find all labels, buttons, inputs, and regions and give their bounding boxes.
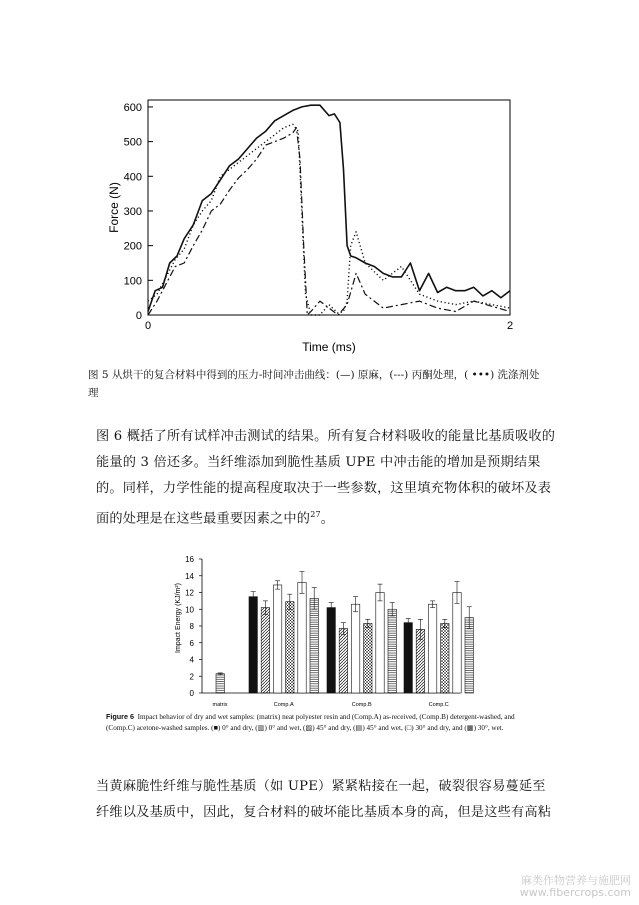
figure-6-caption xyxy=(106,712,536,733)
bar-matrix-s5 xyxy=(216,674,224,693)
x-tick-label: 2 xyxy=(506,320,514,332)
category-label: matrix xyxy=(212,702,228,708)
bar-compc-s3 xyxy=(441,623,449,693)
y-tick-label: 500 xyxy=(123,136,142,149)
category-label: Comp.B xyxy=(351,702,372,708)
y-tick-label: 600 xyxy=(123,101,142,114)
watermark-site-name: 麻类作物营养与施肥网 xyxy=(521,874,631,887)
bar-compc-s0 xyxy=(404,623,412,693)
y-tick-label: 100 xyxy=(123,275,142,288)
x-tick-label: 0 xyxy=(144,320,152,332)
figure-5-caption: 图 5 从烘干的复合材料中得到的压力-时间冲击曲线：(—) 原麻，(---) 丙酮处理，( •••) 洗涤剂处理 xyxy=(88,369,540,399)
y-tick-label: 0 xyxy=(135,310,142,322)
x-axis-label: Time (ms) xyxy=(302,340,356,354)
y-tick-label: 10 xyxy=(185,605,194,615)
paragraph-impact-results-text: 图 6 概括了所有试样冲击测试的结果。所有复合材料吸收的能量比基质吸收的能量的 3 倍还多。当纤维添加到脆性基质 UPE 中冲击能的增加是预期结果的。同样，力学性能的提高程度取决于一些参数，这里填充物体积的破坏及表面的处理是在这些最重要因素之中的 xyxy=(96,429,556,527)
bar-compa-s3 xyxy=(286,602,294,693)
y-tick-label: 14 xyxy=(185,571,194,581)
y-axis-label: Impact Energy (KJ/m²) xyxy=(175,582,182,654)
category-label: Comp.A xyxy=(273,702,294,708)
bar-compc-s5 xyxy=(465,618,473,693)
bar-compb-s4 xyxy=(376,593,384,694)
bar-compa-s5 xyxy=(310,598,318,693)
figure-6-caption-text: Impact behavior of dry and wet samples: (matrix) neat polyester resin and (Comp.A) as-received, (Comp.B) detergent-washed, and (Comp.C) acetone-washed samples. (■) 0° and dry, (▥) 0° and wet, (▨) 45° and dry, (▤) 45° and wet, (□) 30° and dry, and (▦) 30°, wet. xyxy=(106,713,515,732)
y-tick-label: 6 xyxy=(189,638,194,648)
y-tick-label: 8 xyxy=(189,622,194,631)
plot-frame xyxy=(148,100,510,315)
y-tick-label: 12 xyxy=(185,588,194,598)
bar-compc-s4 xyxy=(453,593,461,694)
y-tick-label: 300 xyxy=(123,205,142,218)
y-tick-label: 200 xyxy=(123,240,142,253)
series-line-dashed xyxy=(148,128,510,315)
category-label: Comp.C xyxy=(428,702,449,708)
figure-5-force-time-chart xyxy=(100,95,530,360)
paragraph-impact-results xyxy=(96,424,556,532)
bar-compb-s0 xyxy=(327,608,335,693)
bar-compb-s5 xyxy=(388,609,396,693)
series-line-solid xyxy=(148,105,510,311)
y-tick-label: 16 xyxy=(185,555,194,564)
bar-compb-s3 xyxy=(364,623,372,693)
series-line-dotted xyxy=(148,124,510,315)
y-tick-label: 2 xyxy=(189,672,194,682)
y-tick-label: 4 xyxy=(189,655,194,665)
bar-compb-s1 xyxy=(339,629,347,693)
y-tick-label: 0 xyxy=(189,689,194,698)
paragraph-impact-results-end: 。 xyxy=(320,511,335,527)
bar-compa-s1 xyxy=(261,608,269,693)
paragraph-fracture: 当黄麻脆性纤维与脆性基质（如 UPE）紧紧粘接在一起，破裂很容易蔓延至纤维以及基质中，因此，复合材料的破坏能比基质本身的高，但是这些有高粘 xyxy=(96,779,552,820)
bar-compa-s0 xyxy=(249,597,257,693)
bar-compa-s4 xyxy=(298,582,306,693)
watermark-site-url: www.fibercrops.com xyxy=(519,886,631,899)
y-tick-label: 400 xyxy=(123,171,142,184)
y-axis-label: Force (N) xyxy=(107,182,121,233)
reference-superscript: 27 xyxy=(310,510,321,519)
bar-compc-s2 xyxy=(428,604,436,693)
figure-6-impact-energy-chart xyxy=(160,553,475,711)
bar-compa-s2 xyxy=(273,585,281,693)
bar-compb-s2 xyxy=(351,604,359,693)
figure-6-caption-title: Figure 6 xyxy=(106,712,134,721)
